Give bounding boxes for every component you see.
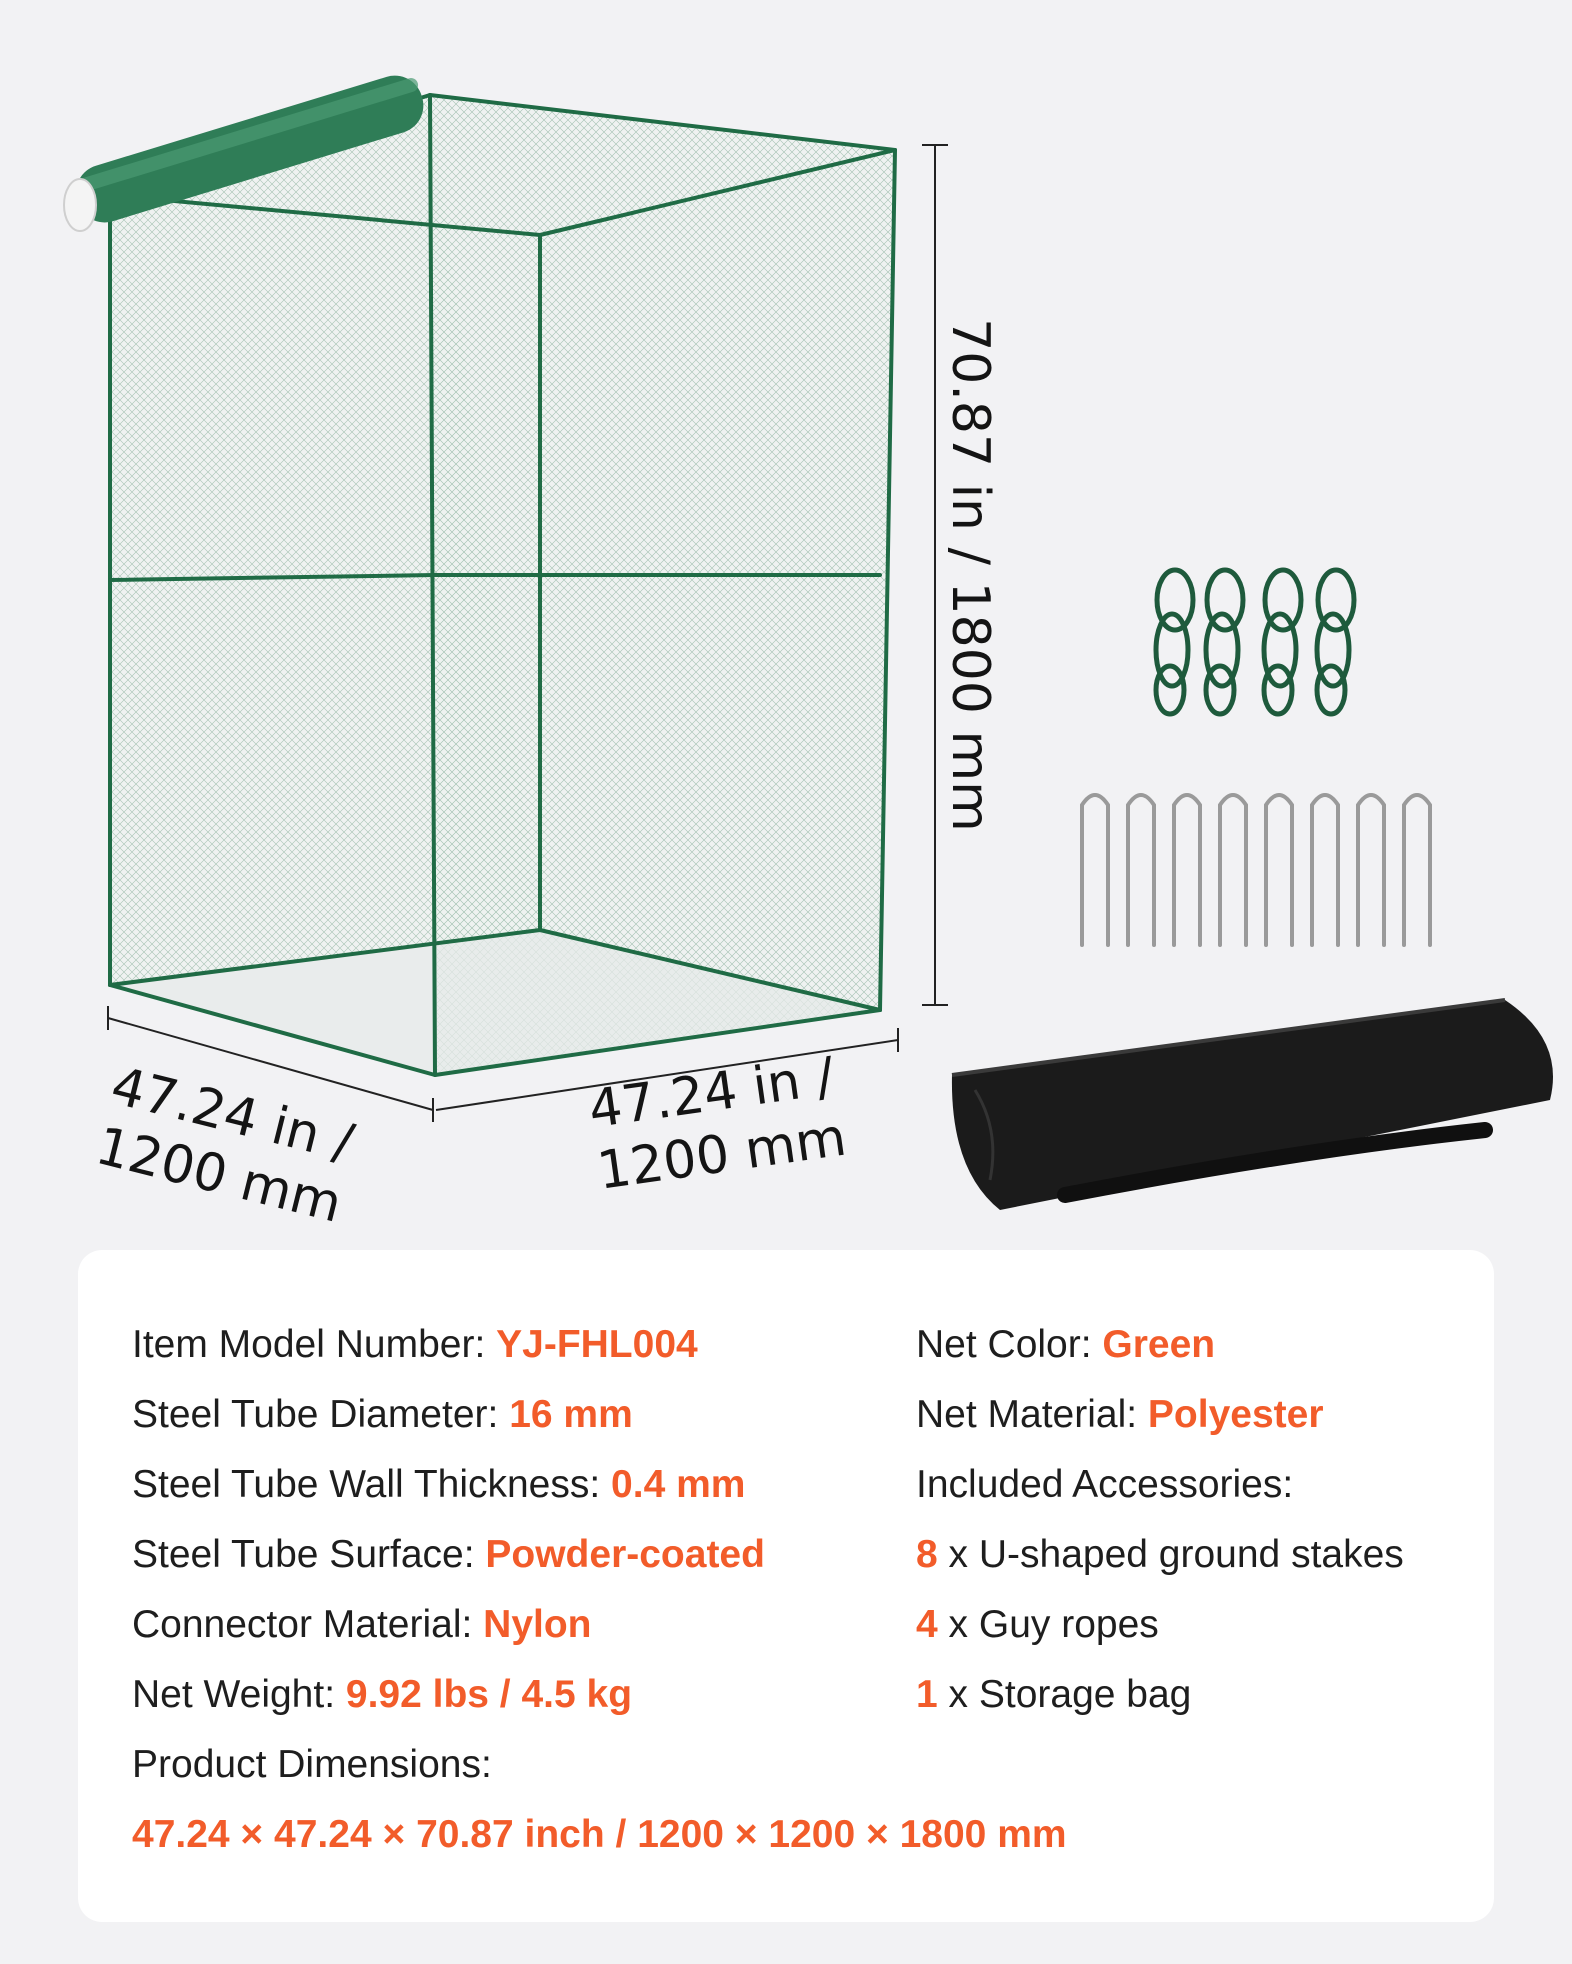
ground-stake-6	[1312, 795, 1338, 945]
spec-value: Nylon	[483, 1603, 592, 1646]
spec-model-number	[132, 1310, 765, 1380]
spec-label: Steel Tube Wall Thickness:	[132, 1463, 612, 1506]
accessory-text: x Guy ropes	[937, 1603, 1159, 1646]
spec-value: 0.4 mm	[611, 1463, 746, 1506]
guy-rope-4	[1317, 570, 1354, 714]
ground-stake-4	[1220, 795, 1246, 945]
grow-cage-net	[64, 69, 895, 1075]
storage-bag-illustration	[952, 1000, 1553, 1210]
specs-right-column	[916, 1310, 1404, 1730]
spec-net-material	[916, 1380, 1404, 1450]
spec-product-dimensions-label: Product Dimensions:	[132, 1743, 492, 1786]
ground-stake-1	[1082, 795, 1108, 945]
spec-label: Net Weight:	[132, 1673, 346, 1716]
spec-net-color	[916, 1310, 1404, 1380]
spec-product-dimensions-value: 47.24 × 47.24 × 70.87 inch / 1200 × 1200 × 1800 mm	[132, 1813, 1067, 1856]
spec-accessories-label: Included Accessories:	[916, 1463, 1294, 1506]
spec-value: 9.92 lbs / 4.5 kg	[345, 1673, 633, 1716]
spec-value: 16 mm	[509, 1393, 633, 1436]
specs-left-column	[132, 1310, 765, 1800]
width-dimension-label: 47.24 in / 1200 mm	[585, 1046, 850, 1202]
accessory-text: x Storage bag	[937, 1673, 1192, 1716]
guy-ropes-illustration	[1156, 570, 1354, 714]
accessory-item	[916, 1660, 1404, 1730]
guy-rope-3	[1264, 570, 1301, 714]
spec-label: Item Model Number:	[132, 1323, 497, 1366]
spec-value: YJ-FHL004	[496, 1323, 698, 1366]
accessory-item	[916, 1520, 1404, 1590]
spec-value: Green	[1102, 1323, 1216, 1366]
accessory-qty: 4	[916, 1603, 938, 1646]
ground-stakes-illustration	[1082, 795, 1430, 945]
spec-label: Net Material:	[916, 1393, 1148, 1436]
spec-wall-thickness	[132, 1450, 765, 1520]
ground-stake-7	[1358, 795, 1384, 945]
ground-stake-2	[1128, 795, 1154, 945]
spec-connector-material	[132, 1590, 765, 1660]
spec-net-weight	[132, 1660, 765, 1730]
spec-label: Steel Tube Diameter:	[132, 1393, 510, 1436]
spec-label: Connector Material:	[132, 1603, 484, 1646]
guy-rope-1	[1156, 570, 1193, 714]
depth-dimension-label: 47.24 in / 1200 mm	[90, 1055, 360, 1235]
spec-tube-diameter	[132, 1380, 765, 1450]
spec-value: Powder-coated	[485, 1533, 765, 1576]
spec-value: Polyester	[1147, 1393, 1324, 1436]
guy-rope-2	[1206, 570, 1243, 714]
ground-stake-3	[1174, 795, 1200, 945]
spec-label: Steel Tube Surface:	[132, 1533, 486, 1576]
accessory-qty: 8	[916, 1533, 938, 1576]
ground-stake-8	[1404, 795, 1430, 945]
ground-stake-5	[1266, 795, 1292, 945]
specifications-card	[78, 1250, 1494, 1922]
spec-label: Net Color:	[916, 1323, 1103, 1366]
accessory-text: x U-shaped ground stakes	[937, 1533, 1404, 1576]
spec-tube-surface	[132, 1520, 765, 1590]
height-dimension-label: 70.87 in / 1800 mm	[940, 318, 1000, 832]
accessory-qty: 1	[916, 1673, 938, 1716]
accessory-item	[916, 1590, 1404, 1660]
